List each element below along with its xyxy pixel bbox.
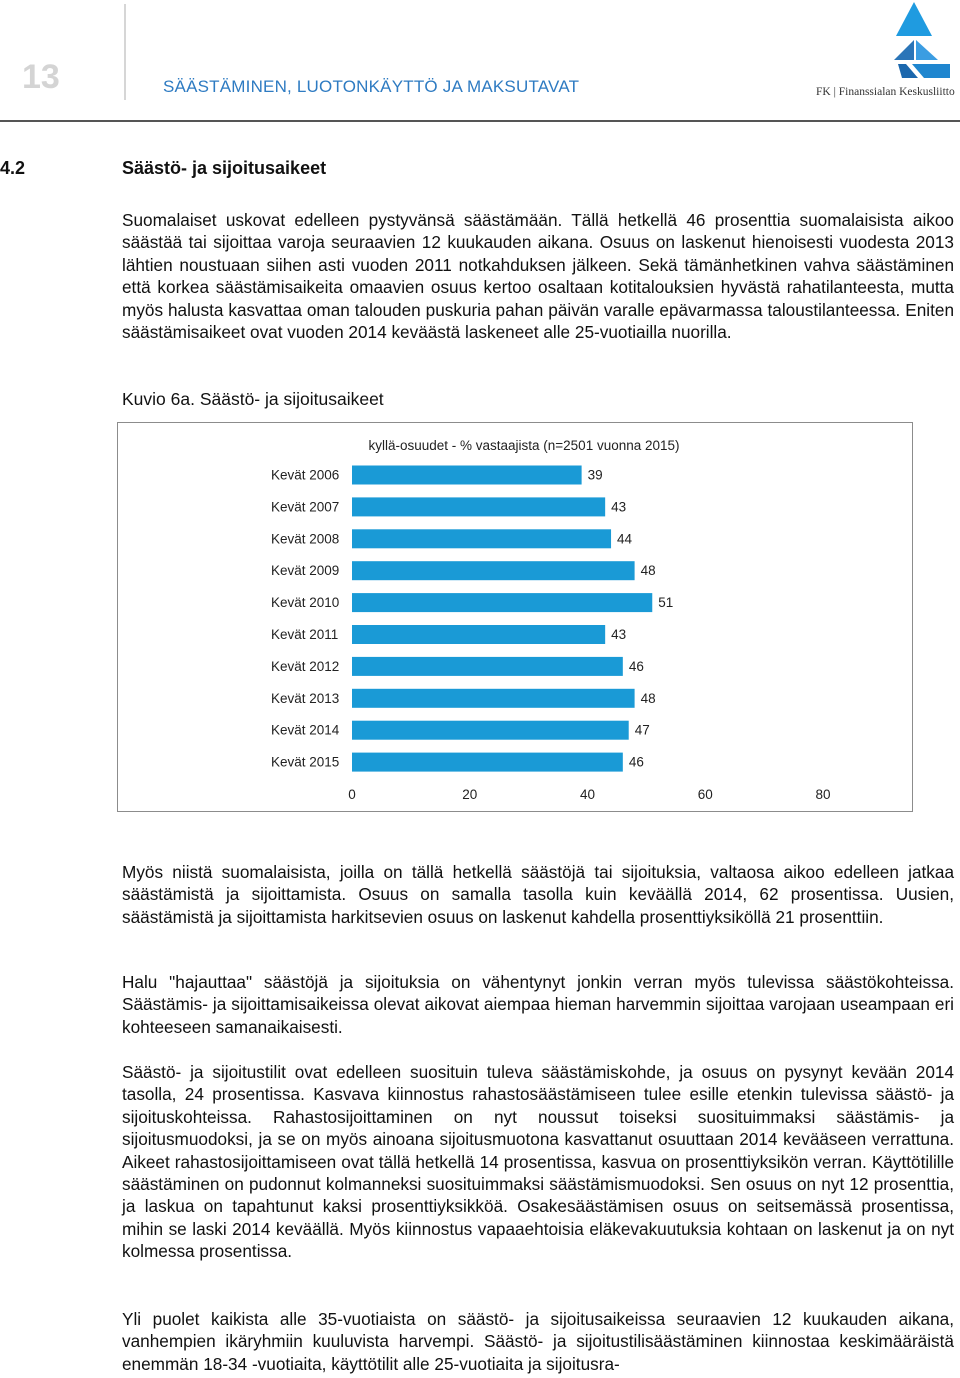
paragraph-savings-targets: Säästö- ja sijoitustilit ovat edelleen suosituin tuleva säästämiskohde, ja osuus on pysynyt kevään 2014 tasolla, 24 prosentissa. Kasvava kiinnostus rahastosäästämiseen tulee esille etenkin tulevissa säästö- ja sijoituskohteissa. Rahastosijoittaminen on nyt noussut toiseksi suosituimmaksi säästämis- ja sijoitusmuodoksi, ja se on myös ainoana sijoitusmuotona kasvattanut osuuttaan 2014 kevääseen verrattuna. Aikeet rahastosijoittamiseen ovat tällä hetkellä 14 prosentissa, kasvua on prosenttiyksikön verran. Käyttötilille säästäminen on pudonnut kolmanneksi suosituimmaksi säästämismuodoksi. Sen osuus on nyt 12 prosenttia, ja laskua on tapahtunut kaksi prosenttiyksikköä. Osakesäästämisen osuus on seitsemässä prosentissa, mihin se laski 2014 keväällä. Myös kiinnostus vapaaehtoisia eläkevakuutuksia kohtaan on laskenut ja on nyt kolmessa prosentissa. <box>122 1062 954 1262</box>
data-label: 46 <box>628 754 644 770</box>
paragraph-diversification: Halu "hajauttaa" säästöjä ja sijoituksia on vähentynyt jonkin verran myös tulevissa säästökohteissa. Säästämis- ja sijoittamisaikeissa olevat aikovat aiempaa hieman harvemmin sijoittaa varojaan useampaan eri kohteeseen samanaikaisesti. <box>122 972 954 1037</box>
sail-triangles-logo-icon <box>892 2 952 82</box>
chart-marks <box>271 466 831 803</box>
figure-caption: Kuvio 6a. Säästö- ja sijoitusaikeet <box>122 389 384 409</box>
data-label: 44 <box>617 531 633 547</box>
section-title: SÄÄSTÄMINEN, LUOTONKÄYTTÖ JA MAKSUTAVAT <box>163 77 580 96</box>
category-label: Kevät 2007 <box>271 499 340 515</box>
data-label: 39 <box>587 467 603 483</box>
category-label: Kevät 2012 <box>271 658 340 674</box>
logo <box>812 0 954 100</box>
category-label: Kevät 2006 <box>271 467 340 483</box>
bar <box>352 625 605 644</box>
x-tick-label: 40 <box>579 787 596 802</box>
category-label: Kevät 2014 <box>271 722 340 738</box>
x-tick-label: 60 <box>697 787 713 802</box>
category-label: Kevät 2010 <box>271 595 340 611</box>
header-divider <box>124 4 126 100</box>
bar <box>352 529 611 548</box>
data-label: 51 <box>658 595 674 611</box>
bar <box>352 497 605 516</box>
paragraph-intro: Suomalaiset uskovat edelleen pystyvänsä säästämään. Tällä hetkellä 46 prosenttia suomalaisista aikoo säästää tai sijoittaa varoja seuraavien 12 kuukauden aikana. Osuus on laskenut hienoisesti vuodesta 2013 lähtien noustuaan siihen asti vuoden 2011 notkahduksen jälkeen. Sekä tämänhetkinen vahva säästäminen että korkea säästämisaikeita omaavien osuus kertoo osaltaan kotitalouksien hyvästä rahatilanteesta, mutta myös halusta kasvattaa oman talouden puskuria pahan päivän varalle epävarmassa taloustilanteessa. Eniten säästämisaikeet ovat vuoden 2014 keväästä laskeneet alle 25-vuotiailla nuorilla. <box>122 210 954 343</box>
data-label: 48 <box>640 563 656 579</box>
page-header <box>0 0 960 122</box>
data-label: 48 <box>640 690 656 706</box>
data-label: 46 <box>628 658 644 674</box>
data-label: 47 <box>634 722 650 738</box>
data-label: 43 <box>611 627 627 642</box>
chart-canvas <box>118 423 912 811</box>
logo-text: FK | Finanssialan Keskusliitto <box>816 86 955 98</box>
section-number: 4.2 <box>0 158 26 178</box>
x-tick-label: 20 <box>462 787 478 802</box>
bar <box>352 593 652 612</box>
bar-chart <box>117 422 913 812</box>
section-heading: Säästö- ja sijoitusaikeet <box>122 158 327 178</box>
data-label: 43 <box>611 499 627 515</box>
bar <box>352 466 582 485</box>
bar <box>352 561 635 580</box>
page-number: 13 <box>22 58 60 96</box>
bar <box>352 721 629 740</box>
x-tick-label: 80 <box>815 787 831 802</box>
bar <box>352 689 635 708</box>
category-label: Kevät 2011 <box>271 627 339 642</box>
header-rule <box>0 120 960 122</box>
category-label: Kevät 2008 <box>271 531 340 547</box>
chart-title: kyllä-osuudet - % vastaajista (n=2501 vuonna 2015) <box>368 438 680 453</box>
paragraph-age-groups: Yli puolet kaikista alle 35-vuotiaista on säästö- ja sijoitusaikeissa seuraavien 12 kuukauden aikana, vanhempien ikäryhmiin kuuluvista harvempi. Säästö- ja sijoitustilisäästäminen kiinnostaa keskimääräistä enemmän 18-34 -vuotiaita, käyttötilit alle 25-vuotiaita ja sijoitusra- <box>122 1309 954 1374</box>
category-label: Kevät 2009 <box>271 563 340 579</box>
category-label: Kevät 2015 <box>271 754 340 770</box>
paragraph-continuing-savers: Myös niistä suomalaisista, joilla on tällä hetkellä säästöjä tai sijoituksia, valtaosa aikoo edelleen jatkaa säästämistä ja sijoittamista. Osuus on samalla tasolla kuin keväällä 2014, 62 prosentissa. Uusien, säästämistä ja sijoittamista harkitsevien osuus on laskenut kahdella prosenttiyksiköllä 21 prosenttiin. <box>122 862 954 927</box>
category-label: Kevät 2013 <box>271 690 340 706</box>
bar <box>352 657 623 676</box>
x-tick-label: 0 <box>348 787 356 802</box>
bar <box>352 753 623 772</box>
